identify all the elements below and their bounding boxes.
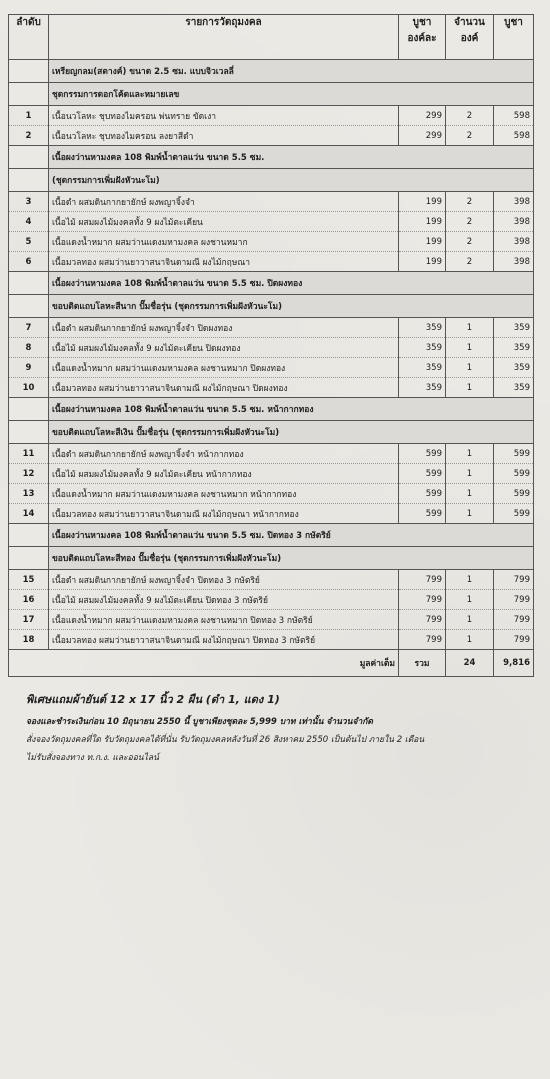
table-row [9,610,534,630]
row-quantity: 1 [446,378,494,398]
section-subheader-row [9,547,534,570]
section-header-row [9,60,534,83]
table-row [9,212,534,232]
row-description: เนื้อแดงน้ำหมาก ผสมว่านแดงมหามงคล ผงชานหมาก หน้ากากทอง [49,484,399,504]
table-row [9,192,534,212]
row-unit-price: 359 [399,338,446,358]
section-title-line1: เนื้อผงว่านหามงคล 108 พิมพ์น้ำตาลแว่น ขนาด 5.5 ซม. [49,146,534,169]
section-title-line1: เนื้อผงว่านหามงคล 108 พิมพ์น้ำตาลแว่น ขนาด 5.5 ซม. ปิดทอง 3 กษัตริย์ [49,524,534,547]
booking-note: จองและชำระเงินก่อน 10 มิถุนายน 2550 นี้ บูชาเพียงชุดละ 5,999 บาท เท่านั้น จำนวนจำกัด [26,717,373,727]
header-item: รายการวัตถุมงคล [49,15,399,60]
section-title-line1: เนื้อผงว่านหามงคล 108 พิมพ์น้ำตาลแว่น ขนาด 5.5 ซม. หน้ากากทอง [49,398,534,421]
row-total: 599 [494,504,534,524]
row-quantity: 1 [446,358,494,378]
row-quantity: 1 [446,504,494,524]
table-row [9,318,534,338]
section-number-cell [9,60,49,83]
section-title-line2: (ชุดกรรมการเพิ่มฝังหัวนะโม) [49,169,534,192]
row-quantity: 1 [446,630,494,650]
section-number-cell [9,295,49,318]
header-number: ลำดับ [9,15,49,60]
row-description: เนื้อไม้ ผสมผงไม้มงคลทั้ง 9 ผงไม้ตะเคียน หน้ากากทอง [49,464,399,484]
row-number: 16 [9,590,49,610]
row-description: เนื้อแดงน้ำหมาก ผสมว่านแดงมหามงคล ผงชานหมาก [49,232,399,252]
row-quantity: 1 [446,338,494,358]
section-number-cell [9,83,49,106]
row-total: 359 [494,318,534,338]
row-number: 13 [9,484,49,504]
section-header-row [9,146,534,169]
row-number: 10 [9,378,49,398]
row-unit-price: 359 [399,318,446,338]
table-row [9,358,534,378]
row-unit-price: 599 [399,444,446,464]
summary-sum-label: รวม [399,650,446,677]
row-total: 799 [494,590,534,610]
row-number: 8 [9,338,49,358]
row-description: เนื้อมวลทอง ผสมว่านยาวาสนาจินดามณี ผงไม้กฤษณา [49,252,399,272]
table-header-row [9,15,534,60]
row-number: 12 [9,464,49,484]
header-total: บูชา [494,15,534,60]
row-total: 799 [494,610,534,630]
table-row [9,630,534,650]
row-description: เนื้อมวลทอง ผสมว่านยาวาสนาจินดามณี ผงไม้กฤษณา ปิดผงทอง [49,378,399,398]
section-number-cell [9,524,49,547]
row-number: 9 [9,358,49,378]
table-row [9,126,534,146]
table-body [9,60,534,677]
summary-row [9,650,534,677]
delivery-note: สั่งจองวัตถุมงคลที่ใด รับวัตถุมงคลได้ที่นั่น รับวัตถุมงคลหลังวันที่ 26 สิงหาคม 2550 เป็นต้นไป ภายใน 2 เดือน [26,735,425,745]
section-number-cell [9,547,49,570]
section-header-row [9,524,534,547]
section-number-cell [9,272,49,295]
row-description: เนื้อดำ ผสมดินกากยายักษ์ ผงพญาจิ้งจำ หน้ากากทอง [49,444,399,464]
section-title-line2: ชุดกรรมการดอกโค้ดและหมายเลข [49,83,534,106]
table-row [9,252,534,272]
row-unit-price: 599 [399,504,446,524]
row-quantity: 2 [446,126,494,146]
row-description: เนื้อไม้ ผสมผงไม้มงคลทั้ง 9 ผงไม้ตะเคียน [49,212,399,232]
row-number: 1 [9,106,49,126]
header-quantity: จำนวน องค์ [446,15,494,60]
row-description: เนื้อนวโลหะ ชุบทองไมครอน พ่นทราย ขัดเงา [49,106,399,126]
row-description: เนื้อมวลทอง ผสมว่านยาวาสนาจินดามณี ผงไม้กฤษณา หน้ากากทอง [49,504,399,524]
section-subheader-row [9,421,534,444]
row-total: 359 [494,358,534,378]
row-quantity: 2 [446,212,494,232]
row-quantity: 1 [446,444,494,464]
row-number: 2 [9,126,49,146]
row-quantity: 1 [446,590,494,610]
table-row [9,106,534,126]
row-description: เนื้อดำ ผสมดินกากยายักษ์ ผงพญาจิ้งจำ [49,192,399,212]
row-total: 398 [494,192,534,212]
row-unit-price: 599 [399,464,446,484]
row-total: 599 [494,444,534,464]
row-quantity: 1 [446,610,494,630]
row-unit-price: 299 [399,126,446,146]
header-unit-price: บูชา องค์ละ [399,15,446,60]
row-description: เนื้อดำ ผสมดินกากยายักษ์ ผงพญาจิ้งจำ ปิดทอง 3 กษัตริย์ [49,570,399,590]
row-description: เนื้อไม้ ผสมผงไม้มงคลทั้ง 9 ผงไม้ตะเคียน ปิดทอง 3 กษัตริย์ [49,590,399,610]
bonus-note: พิเศษแถมผ้ายันต์ 12 x 17 นิ้ว 2 ผืน (ดำ 1, แดง 1) [26,693,280,706]
row-total: 799 [494,630,534,650]
row-quantity: 1 [446,318,494,338]
row-total: 359 [494,378,534,398]
row-quantity: 2 [446,232,494,252]
row-quantity: 1 [446,570,494,590]
table-row [9,232,534,252]
section-title-line2: ขอบติดแถบโลหะสีทอง ปั๊มชื่อรุ่น (ชุดกรรมการเพิ่มฝังหัวนะโม) [49,547,534,570]
summary-total: 9,816 [494,650,534,677]
row-number: 5 [9,232,49,252]
summary-quantity: 24 [446,650,494,677]
table-row [9,570,534,590]
row-unit-price: 199 [399,192,446,212]
row-number: 7 [9,318,49,338]
table-row [9,338,534,358]
row-total: 398 [494,232,534,252]
row-total: 599 [494,464,534,484]
row-unit-price: 799 [399,610,446,630]
row-quantity: 1 [446,464,494,484]
row-number: 18 [9,630,49,650]
row-description: เนื้อแดงน้ำหมาก ผสมว่านแดงมหามงคล ผงชานหมาก ปิดทอง 3 กษัตริย์ [49,610,399,630]
section-subheader-row [9,83,534,106]
table-row [9,444,534,464]
row-unit-price: 359 [399,378,446,398]
row-total: 359 [494,338,534,358]
section-number-cell [9,421,49,444]
no-mail-order-note: ไม่รับสั่งจองทาง ท.ก.ง. และออนไลน์ [26,753,159,763]
section-title-line1: เหรียญกลม(สตางค์) ขนาด 2.5 ซม. แบบจิวเวลลี่ [49,60,534,83]
row-unit-price: 199 [399,232,446,252]
row-number: 14 [9,504,49,524]
row-quantity: 2 [446,106,494,126]
row-number: 11 [9,444,49,464]
section-title-line2: ขอบติดแถบโลหะสีนาก ปั๊มชื่อรุ่น (ชุดกรรมการเพิ่มฝังหัวนะโม) [49,295,534,318]
row-quantity: 2 [446,192,494,212]
section-header-row [9,272,534,295]
section-title-line1: เนื้อผงว่านหามงคล 108 พิมพ์น้ำตาลแว่น ขนาด 5.5 ซม. ปิดผงทอง [49,272,534,295]
section-title-line2: ขอบติดแถบโลหะสีเงิน ปั๊มชื่อรุ่น (ชุดกรรมการเพิ่มฝังหัวนะโม) [49,421,534,444]
row-total: 598 [494,126,534,146]
row-quantity: 2 [446,252,494,272]
row-unit-price: 199 [399,212,446,232]
section-number-cell [9,146,49,169]
row-unit-price: 799 [399,570,446,590]
row-quantity: 1 [446,484,494,504]
notes-block [26,690,526,768]
row-number: 6 [9,252,49,272]
section-subheader-row [9,169,534,192]
table-row [9,504,534,524]
row-description: เนื้อมวลทอง ผสมว่านยาวาสนาจินดามณี ผงไม้กฤษณา ปิดทอง 3 กษัตริย์ [49,630,399,650]
row-total: 598 [494,106,534,126]
row-description: เนื้อไม้ ผสมผงไม้มงคลทั้ง 9 ผงไม้ตะเคียน ปิดผงทอง [49,338,399,358]
table-row [9,590,534,610]
row-unit-price: 199 [399,252,446,272]
table-row [9,464,534,484]
row-total: 799 [494,570,534,590]
row-description: เนื้อแดงน้ำหมาก ผสมว่านแดงมหามงคล ผงชานหมาก ปิดผงทอง [49,358,399,378]
row-total: 398 [494,252,534,272]
row-unit-price: 599 [399,484,446,504]
summary-label: มูลค่าเต็ม [9,650,399,677]
section-header-row [9,398,534,421]
row-total: 599 [494,484,534,504]
row-number: 17 [9,610,49,630]
row-number: 4 [9,212,49,232]
row-unit-price: 299 [399,106,446,126]
row-number: 3 [9,192,49,212]
section-number-cell [9,398,49,421]
row-unit-price: 799 [399,630,446,650]
row-number: 15 [9,570,49,590]
amulet-price-table [8,14,534,677]
row-total: 398 [494,212,534,232]
row-unit-price: 359 [399,358,446,378]
row-unit-price: 799 [399,590,446,610]
table-row [9,378,534,398]
section-subheader-row [9,295,534,318]
section-number-cell [9,169,49,192]
row-description: เนื้อดำ ผสมดินกากยายักษ์ ผงพญาจิ้งจำ ปิดผงทอง [49,318,399,338]
row-description: เนื้อนวโลหะ ชุบทองไมครอน ลงยาสีดำ [49,126,399,146]
table-row [9,484,534,504]
